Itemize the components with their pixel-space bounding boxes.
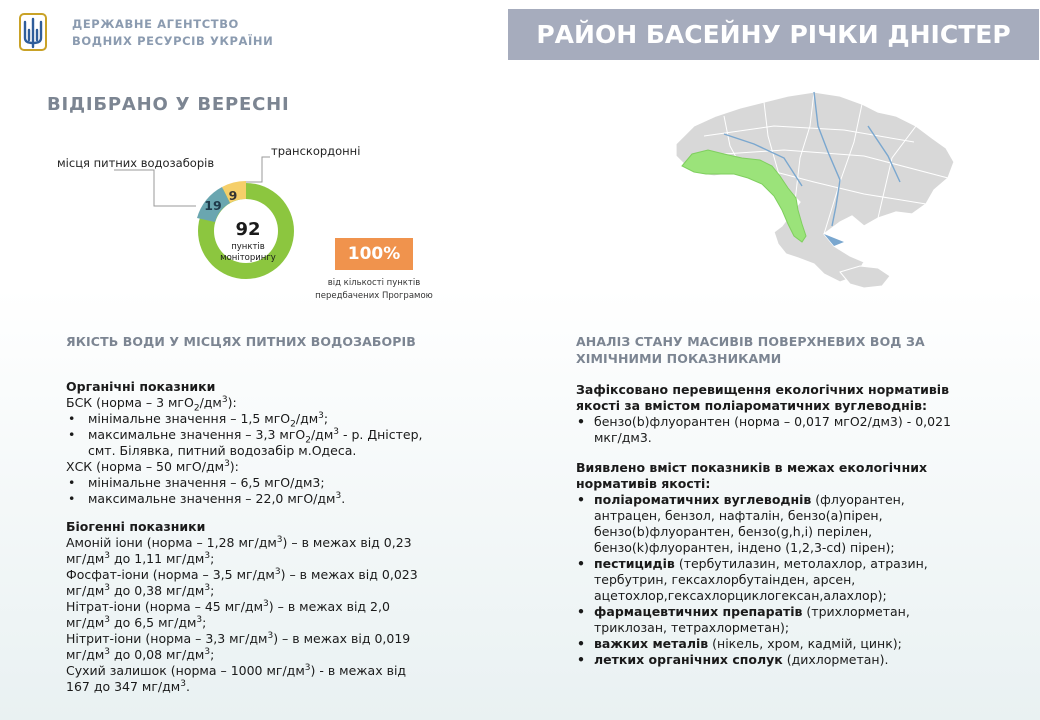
monitoring-subtitle: ВІДІБРАНО У ВЕРЕСНІ — [47, 94, 290, 115]
nitrat-1b: ) – в межах від 2,0 — [268, 599, 390, 614]
dry-1b: ) - в межах від — [310, 663, 407, 678]
phos-2b: до 0,38 мг/дм — [110, 583, 205, 598]
percent-badge: 100% — [335, 238, 413, 270]
monitoring-total: 92 — [235, 219, 261, 240]
monitoring-total-label-1: пунктів — [231, 242, 265, 252]
nitrat-1-sup: 3 — [263, 598, 269, 609]
nitrit-2-sup-1: 3 — [104, 646, 111, 657]
bsk-max-item — [66, 426, 486, 446]
agency-name-line-2: ВОДНИХ РЕСУРСІВ УКРАЇНИ — [72, 34, 274, 48]
bsk-sup: 3 — [221, 394, 228, 405]
organic-title: Органічні показники — [66, 379, 216, 394]
bsk-max-a: максимальне значення – 3,3 мгО — [88, 427, 306, 442]
dry-residue-line-2 — [66, 679, 486, 695]
exceed-line-2: якості за вмістом поліароматичних вуглеводнів: — [576, 398, 927, 413]
metal-1: (нікель, хром, кадмій, цинк); — [708, 636, 902, 651]
hsk-min-item: • мінімальне значення – 6,5 мгО/дм3; — [66, 475, 486, 491]
callout-drinking: місця питних водозаборів — [57, 156, 215, 170]
basin-map — [664, 86, 964, 292]
nitrit-2b: до 0,08 мг/дм — [110, 647, 205, 662]
pah-line-2: антрацен, бензол, нафталін, бензо(а)пірен, — [594, 508, 883, 523]
hsk-line — [66, 459, 486, 475]
monitoring-total-label-2: моніторингу — [220, 253, 276, 263]
exceed-item: • бензо(b)флуорантен (норма – 0,017 мгО2/дм3) - 0,021 — [576, 414, 996, 430]
hsk-max-a: максимальне значення – 22,0 мгО/дм — [88, 491, 336, 506]
pah-line-4: бензо(k)флуорантен, індено (1,2,3-cd) пірен); — [594, 540, 895, 555]
percent-note-1: від кількості пунктів — [327, 278, 421, 288]
nitrat-2-sup-1: 3 — [104, 614, 111, 625]
nitrit-2-sup-2: 3 — [204, 646, 211, 657]
biogenic-title: Біогенні показники — [66, 519, 206, 534]
bsk-line — [66, 394, 486, 414]
bsk-min-b: /дм — [295, 411, 319, 426]
vol-bold: летких органічних сполук — [594, 652, 783, 667]
bsk-max-b: /дм — [310, 427, 334, 442]
bsk-max-sup: 3 — [333, 426, 339, 437]
phosphate-line-2 — [66, 583, 486, 599]
agency-name-line-1: ДЕРЖАВНЕ АГЕНТСТВО — [72, 17, 239, 31]
title-banner — [508, 9, 1039, 60]
pesticides-line-2: тербутрин, гексахлорбутаінден, арсен, — [594, 572, 856, 587]
hsk-max-item — [66, 491, 486, 507]
nitrit-2a: мг/дм — [66, 647, 105, 662]
right-heading-line-2: ХІМІЧНИМИ ПОКАЗНИКАМИ — [576, 351, 782, 366]
drinking-count: 19 — [204, 198, 222, 213]
pharma-line-2: триклозан, тетрахлорметан); — [594, 620, 790, 635]
bsk-max-c: - р. Дністер, — [339, 427, 423, 442]
exceed-item-line-2: мкг/дм3. — [594, 430, 652, 445]
pah-item — [576, 492, 996, 508]
left-column — [66, 379, 486, 695]
monitoring-total-label — [212, 242, 284, 264]
hsk-max-b: . — [341, 491, 346, 506]
bsk-min-item — [66, 410, 486, 430]
nitrite-line-2 — [66, 647, 486, 663]
phos-1-sup: 3 — [274, 566, 281, 577]
page-title: РАЙОН БАСЕЙНУ РІЧКИ ДНІСТЕР — [536, 20, 1011, 49]
hsk-max-sup: 3 — [335, 490, 342, 501]
phos-2c: ; — [210, 583, 215, 598]
phos-2-sup-1: 3 — [104, 582, 111, 593]
nitrat-2b: до 6,5 мг/дм — [110, 615, 197, 630]
bsk-min-a: мінімальне значення – 1,5 мгО — [88, 411, 291, 426]
right-section-heading — [576, 333, 1016, 367]
hsk-b: ): — [229, 459, 239, 474]
found-line-2: нормативів якості: — [576, 476, 711, 491]
nitrit-1-sup: 3 — [267, 630, 274, 641]
amm-1b: ) – в межах від 0,23 — [282, 535, 412, 550]
right-heading-line-1: АНАЛІЗ СТАНУ МАСИВІВ ПОВЕРХНЕВИХ ВОД ЗА — [576, 334, 925, 349]
dry-2a: 167 до 347 мг/дм — [66, 679, 181, 694]
dry-2b: . — [185, 679, 190, 694]
pah-line-3: бензо(b)флуорантен, бензо(g,h,i) перілен, — [594, 524, 873, 539]
pah-bold: поліароматичних вуглеводнів — [594, 492, 812, 507]
nitrat-2-sup-2: 3 — [196, 614, 203, 625]
phosphate-line-1 — [66, 567, 486, 583]
left-section-heading: ЯКІСТЬ ВОДИ У МІСЦЯХ ПИТНИХ ВОДОЗАБОРІВ — [66, 334, 416, 349]
phos-1a: Фосфат-іони (норма – 3,5 мг/дм — [66, 567, 275, 582]
pest-1: (тербутилазин, метолахлор, атразин, — [674, 556, 928, 571]
nitrate-line-2 — [66, 615, 486, 631]
callout-line-drinking — [114, 170, 196, 206]
transboundary-count: 9 — [228, 188, 238, 203]
pharm-bold: фармацевтичних препаратів — [594, 604, 803, 619]
metal-bold: важких металів — [594, 636, 709, 651]
pharma-item — [576, 604, 996, 620]
pah-1: (флуорантен, — [811, 492, 905, 507]
bsk-a: БСК (норма – 3 мгО — [66, 395, 194, 410]
amm-1-sup: 3 — [276, 534, 283, 545]
nitrit-2c: ; — [210, 647, 215, 662]
nitrate-line-1 — [66, 599, 486, 615]
pesticides-line-3: ацетохлор,гексахлорциклогексан,алахлор); — [594, 588, 887, 603]
exceed-line-1: Зафіксовано перевищення екологічних нормативів — [576, 382, 949, 397]
nitrite-line-1 — [66, 631, 486, 647]
bsk-sub: 2 — [193, 403, 200, 414]
phos-1b: ) – в межах від 0,023 — [280, 567, 418, 582]
ammonium-line-2 — [66, 551, 486, 567]
phos-2-sup-2: 3 — [204, 582, 211, 593]
percent-note — [300, 277, 448, 303]
map-crimea — [840, 266, 890, 288]
volatile-item — [576, 652, 996, 668]
pesticides-item — [576, 556, 996, 572]
amm-2-sup-1: 3 — [104, 550, 111, 561]
callout-transboundary: транскордонні — [271, 144, 361, 158]
dry-1-sup: 3 — [304, 662, 311, 673]
amm-2-sup-2: 3 — [204, 550, 211, 561]
ammonium-line-1 — [66, 535, 486, 551]
bsk-min-c: ; — [323, 411, 329, 426]
hsk-sup: 3 — [224, 458, 230, 469]
pest-bold: пестицидів — [594, 556, 675, 571]
metals-item — [576, 636, 996, 652]
amm-1a: Амоній іони (норма – 1,28 мг/дм — [66, 535, 277, 550]
amm-2a: мг/дм — [66, 551, 105, 566]
found-line-1: Виявлено вміст показників в межах екологічних — [576, 460, 928, 475]
amm-2c: ; — [210, 551, 215, 566]
nitrit-1b: ) – в межах від 0,019 — [273, 631, 411, 646]
percent-note-2: передбачених Програмою — [315, 291, 433, 301]
dry-2-sup: 3 — [180, 678, 186, 689]
amm-2b: до 1,11 мг/дм — [110, 551, 205, 566]
nitrat-1a: Нітрат-іони (норма – 45 мг/дм — [66, 599, 264, 614]
bsk-max-sub: 2 — [305, 435, 311, 446]
pharm-1: (трихлорметан, — [802, 604, 910, 619]
nitrat-2a: мг/дм — [66, 615, 105, 630]
bsk-min-sub: 2 — [290, 419, 296, 430]
bsk-min-sup: 3 — [318, 410, 324, 421]
map-ukraine-outline — [676, 92, 954, 282]
right-column — [576, 382, 996, 668]
nitrit-1a: Нітрит-іони (норма – 3,3 мг/дм — [66, 631, 268, 646]
vol-1: (дихлорметан). — [782, 652, 889, 667]
bsk-b: /дм — [199, 395, 222, 410]
dry-1a: Сухий залишок (норма – 1000 мг/дм — [66, 663, 305, 678]
phos-2a: мг/дм — [66, 583, 105, 598]
nitrat-2c: ; — [202, 615, 207, 630]
bsk-c: ): — [227, 395, 237, 410]
bsk-max-line-2: смт. Білявка, питний водозабір м.Одеса. — [88, 443, 357, 458]
hsk-a: ХСК (норма – 50 мгО/дм — [66, 459, 225, 474]
dry-residue-line-1 — [66, 663, 486, 679]
